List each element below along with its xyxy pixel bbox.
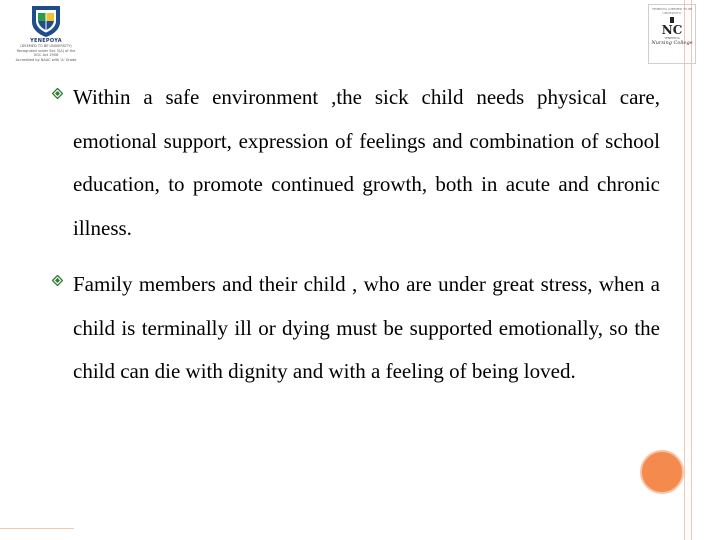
decorative-orange-circle <box>640 450 684 494</box>
nursing-college-logo <box>648 4 696 64</box>
nursing-logo-top-text: YENEPOYA (DEEMED TO BE UNIVERSITY) <box>651 7 693 15</box>
university-logo <box>14 4 78 66</box>
university-logo-name: YENEPOYA <box>30 38 62 44</box>
slide-content <box>52 76 660 407</box>
nursing-monogram-icon <box>657 16 687 36</box>
nursing-logo-tag: YENEPOYA <box>664 36 680 40</box>
university-logo-subline: Recognized under Sec 3(A) of the UGC Act 1956 <box>16 48 76 57</box>
decorative-bottom-rule <box>0 528 74 529</box>
bullet-text: Family members and their child , who are under great stress, when a child is terminally ill or dying must be supported emotionally, so the child can die with dignity and with a feeling of being loved. <box>73 272 660 383</box>
shield-emblem-icon <box>28 4 64 38</box>
bullet-item <box>52 76 660 250</box>
nursing-logo-name: Nursing College <box>651 40 693 46</box>
university-logo-subline: Accredited by NAAC with 'A' Grade <box>15 57 77 62</box>
decorative-rule-left <box>684 0 685 540</box>
diamond-bullet-icon <box>52 275 63 286</box>
decorative-rule-right <box>691 0 692 540</box>
diamond-bullet-icon <box>52 88 63 99</box>
university-logo-subline: (DEEMED TO BE UNIVERSITY) <box>20 44 72 48</box>
bullet-item <box>52 263 660 394</box>
monogram-text: NC <box>661 23 683 36</box>
bullet-text: Within a safe environment ,the sick child needs physical care, emotional support, expression of feelings and combination of school education, to promote continued growth, both in acute and chronic illness. <box>73 85 660 240</box>
